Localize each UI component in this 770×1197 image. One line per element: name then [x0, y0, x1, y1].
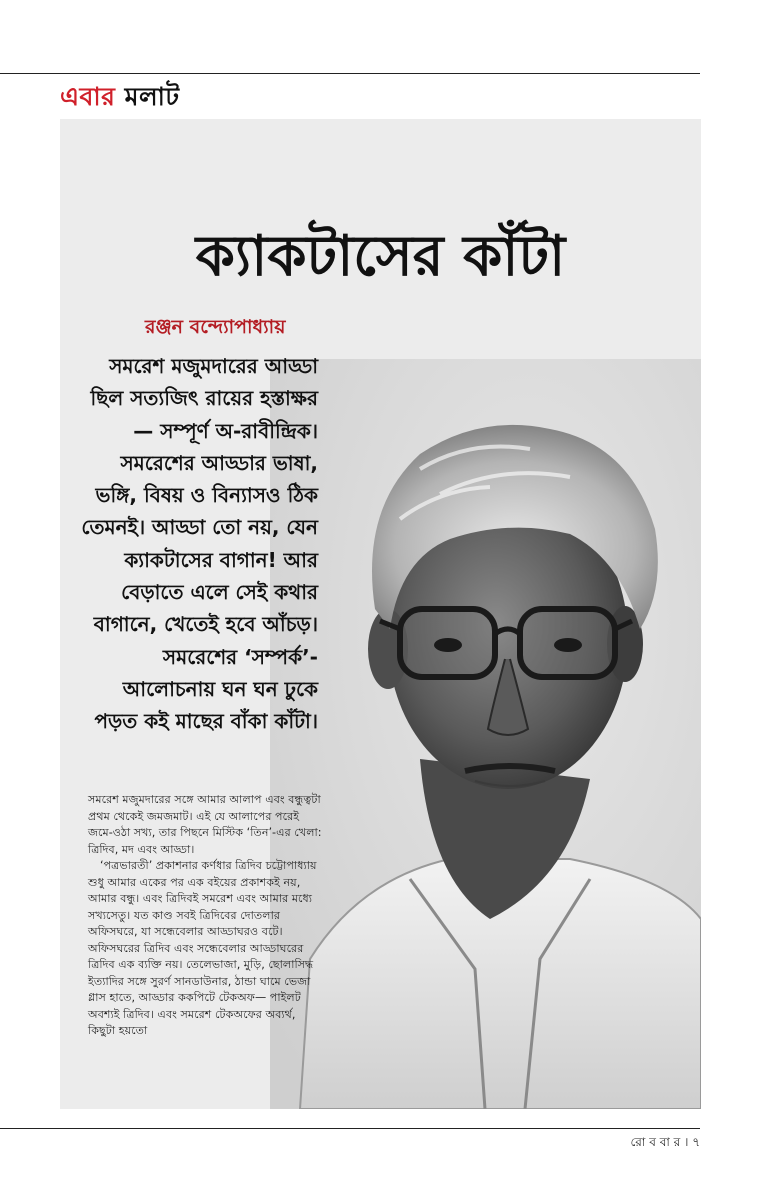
portrait-photo: [270, 359, 701, 1109]
top-rule: [0, 73, 700, 74]
section-header-label: মলাট: [124, 82, 180, 111]
article-headline: ক্যাকটাসের কাঁটা: [195, 224, 566, 289]
body-paragraph: সমরেশ মজুমদারের সঙ্গে আমার আলাপ এবং বন্ধুত্বটা প্রথম থেকেই জমজমাট। এই যে আলাপের পরেই জমে-ওঠা সখ্য, তার পিছনে মিস্টিক ‘তিন’-এর খেলা: ত্রিদিব, মদ এবং আড্ডা।: [88, 793, 322, 856]
article-byline: রঞ্জন বন্দ্যোপাধ্যায়: [145, 316, 286, 338]
body-paragraph: ‘পত্রভারতী’ প্রকাশনার কর্ণধার ত্রিদিব চট্টোপাধ্যায় শুধু আমার একের পর এক বইয়ের প্রকাশকই নয়, আমার বন্ধু। এবং ত্রিদিবই সমরেশ এবং আমার মধ্যে সখ্যসেতু। যত কাণ্ড সবই ত্রিদিবের দোতলার অফিসঘরে, যা সন্ধেবেলার আড্ডাঘরও বটে। অফিসঘরের ত্রিদিব এবং সন্ধেবেলার আড্ডাঘরের ত্রিদিব এক ব্যক্তি নয়। তেলেভাজা, মুড়ি, ছোলাসিদ্ধ ইত্যাদির সঙ্গে সুরর্ণ সানডাউনার, ঠান্ডা ঘামে ভেজা গ্লাস হাতে, আড্ডার ককপিটে টেকঅফ— পাইলট অবশ্যই ত্রিদিব। এবং সমরেশ টেকঅফের অব্যর্থ, কিছুটা হয়তো: [88, 859, 317, 1037]
article-intro: সমরেশ মজুমদারের আড্ডা ছিল সত্যজিৎ রায়ের হস্তাক্ষর— সম্পূর্ণ অ-রাবীন্দ্রিক। সমরেশের আড্ডার ভাষা, ভঙ্গি, বিষয় ও বিন্যাসও ঠিক তেমনই। আড্ডা তো নয়, যেন ক্যাকটাসের বাগান! আর বেড়াতে এলে সেই কথার বাগানে, খেতেই হবে আঁচড়। সমরেশের ‘সম্পর্ক’-আলোচনায় ঘন ঘন ঢুকে পড়ত কই মাছের বাঁকা কাঁটা।: [81, 354, 318, 734]
section-header: [60, 80, 180, 114]
bottom-rule: [0, 1128, 700, 1129]
article-body: [88, 792, 323, 1040]
section-header-accent: এবার: [60, 82, 116, 111]
page-folio: রো ব বা র । ৭: [630, 1135, 700, 1149]
